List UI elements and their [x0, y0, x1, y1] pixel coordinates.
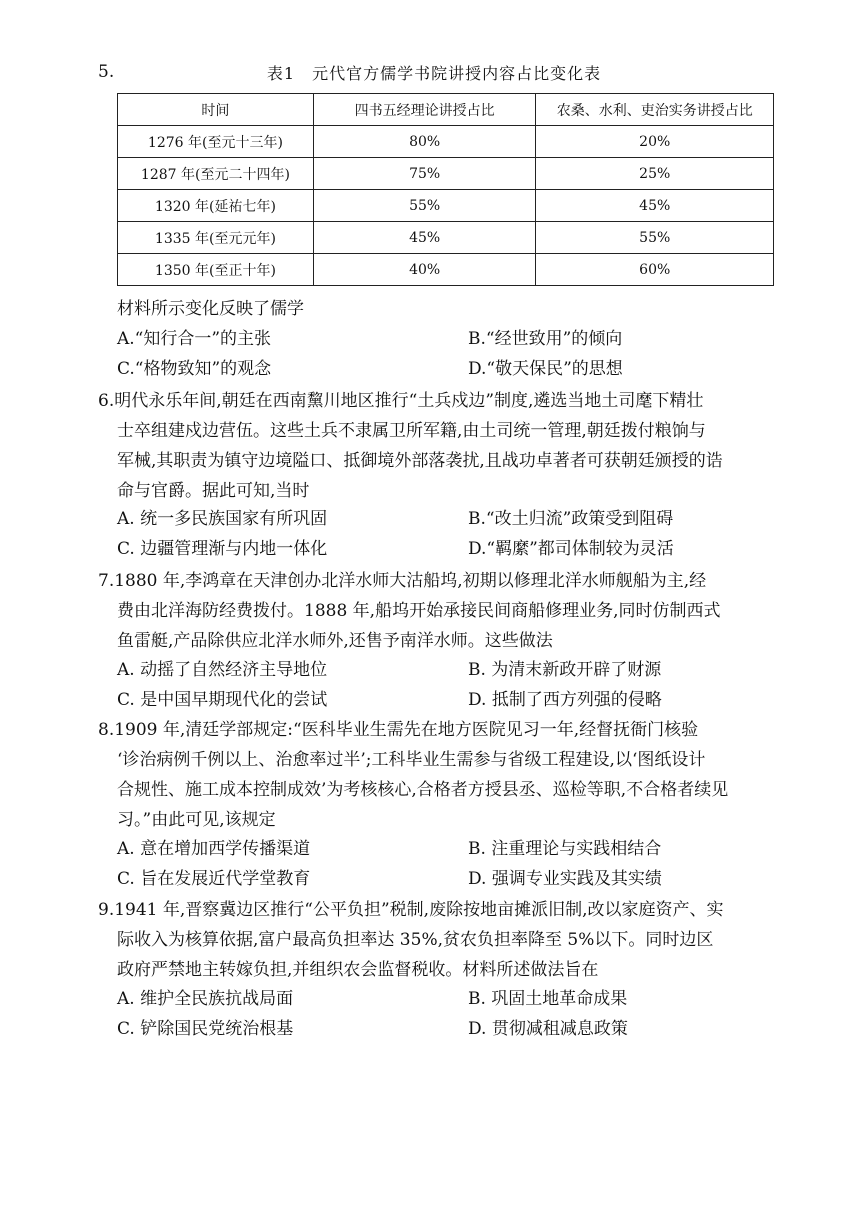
question-9-line: 政府严禁地主转嫁负担,并组织农会监督税收。材料所述做法旨在 — [117, 960, 599, 980]
table-cell: 45% — [536, 190, 774, 222]
question-6-line: 军械,其职责为镇守边境隘口、抵御境外部落袭扰,且战功卓著者可获朝廷颁授的诰 — [117, 451, 723, 471]
table-cell: 55% — [313, 190, 536, 222]
question-8-line: 8.1909 年,清廷学部规定:“医科毕业生需先在地方医院见习一年,经督抚衙门核验 — [98, 720, 699, 740]
question-6-option-b: B.“改土归流”政策受到阻碍 — [468, 509, 674, 529]
question-5-number: 5. — [98, 62, 115, 82]
question-6-line: 命与官爵。据此可知,当时 — [117, 481, 310, 501]
question-8-option-d: D. 强调专业实践及其实绩 — [468, 869, 662, 889]
question-9-option-d: D. 贯彻减租减息政策 — [468, 1019, 628, 1039]
question-9-option-c: C. 铲除国民党统治根基 — [117, 1019, 294, 1039]
question-9-option-a: A. 维护全民族抗战局面 — [117, 989, 294, 1009]
question-7-line: 鱼雷艇,产品除供应北洋水师外,还售予南洋水师。这些做法 — [117, 631, 553, 651]
question-7-option-c: C. 是中国早期现代化的尝试 — [117, 690, 328, 710]
header-time: 时间 — [118, 94, 314, 126]
question-6-option-d: D.“羁縻”都司体制较为灵活 — [468, 539, 674, 559]
question-6-line: 士卒组建戍边营伍。这些土兵不隶属卫所军籍,由土司统一管理,朝廷拨付粮饷与 — [117, 421, 706, 441]
question-8-option-a: A. 意在增加西学传播渠道 — [117, 839, 311, 859]
table-cell: 1276 年(至元十三年) — [118, 126, 314, 158]
question-5-stem: 材料所示变化反映了儒学 — [117, 299, 304, 319]
question-7-option-b: B. 为清末新政开辟了财源 — [468, 660, 662, 680]
table-row — [118, 190, 774, 222]
table-cell: 25% — [536, 158, 774, 190]
question-6-option-a: A. 统一多民族国家有所巩固 — [117, 509, 328, 529]
question-7-line: 7.1880 年,李鸿章在天津创办北洋水师大沽船坞,初期以修理北洋水师舰船为主,经 — [98, 571, 707, 591]
question-9-option-b: B. 巩固土地革命成果 — [468, 989, 628, 1009]
content-ratio-table — [117, 93, 774, 286]
question-8-line: 习。”由此可见,该规定 — [117, 810, 276, 830]
table-cell: 40% — [313, 254, 536, 286]
question-7-option-a: A. 动摇了自然经济主导地位 — [117, 660, 328, 680]
question-8-option-b: B. 注重理论与实践相结合 — [468, 839, 662, 859]
table-cell: 45% — [313, 222, 536, 254]
question-7-option-d: D. 抵制了西方列强的侵略 — [468, 690, 662, 710]
table-cell: 1335 年(至元元年) — [118, 222, 314, 254]
header-classics-ratio: 四书五经理论讲授占比 — [313, 94, 536, 126]
table-cell: 1350 年(至正十年) — [118, 254, 314, 286]
question-8-option-c: C. 旨在发展近代学堂教育 — [117, 869, 311, 889]
question-5-option-d: D.“敬天保民”的思想 — [468, 359, 623, 379]
table-caption: 表1 元代官方儒学书院讲授内容占比变化表 — [266, 64, 602, 83]
table-cell: 80% — [313, 126, 536, 158]
question-9-line: 际收入为核算依据,富户最高负担率达 35%,贫农负担率降至 5%以下。同时边区 — [117, 930, 714, 950]
question-5-option-a: A.“知行合一”的主张 — [117, 329, 272, 349]
question-7-line: 费由北洋海防经费拨付。1888 年,船坞开始承接民间商船修理业务,同时仿制西式 — [117, 601, 721, 621]
question-8-line: ‘诊治病例千例以上、治愈率过半’;工科毕业生需参与省级工程建设,以‘图纸设计 — [117, 750, 706, 770]
table-cell: 1287 年(至元二十四年) — [118, 158, 314, 190]
table-cell: 1320 年(延祐七年) — [118, 190, 314, 222]
table-cell: 20% — [536, 126, 774, 158]
question-8-line: 合规性、施工成本控制成效’为考核核心,合格者方授县丞、巡检等职,不合格者续见 — [117, 780, 729, 800]
header-practical-ratio: 农桑、水利、吏治实务讲授占比 — [536, 94, 774, 126]
table-cell: 75% — [313, 158, 536, 190]
question-5-option-c: C.“格物致知”的观念 — [117, 359, 272, 379]
table-row — [118, 158, 774, 190]
table-header-row — [118, 94, 774, 126]
question-9-line: 9.1941 年,晋察冀边区推行“公平负担”税制,废除按地亩摊派旧制,改以家庭资产、实 — [98, 900, 724, 920]
table-row — [118, 254, 774, 286]
table-row — [118, 222, 774, 254]
question-5-option-b: B.“经世致用”的倾向 — [468, 329, 623, 349]
table-cell: 60% — [536, 254, 774, 286]
question-6-line: 6.明代永乐年间,朝廷在西南黧川地区推行“土兵戍边”制度,遴选当地土司麾下精壮 — [98, 391, 704, 411]
question-6-option-c: C. 边疆管理渐与内地一体化 — [117, 539, 328, 559]
table-row — [118, 126, 774, 158]
table-cell: 55% — [536, 222, 774, 254]
